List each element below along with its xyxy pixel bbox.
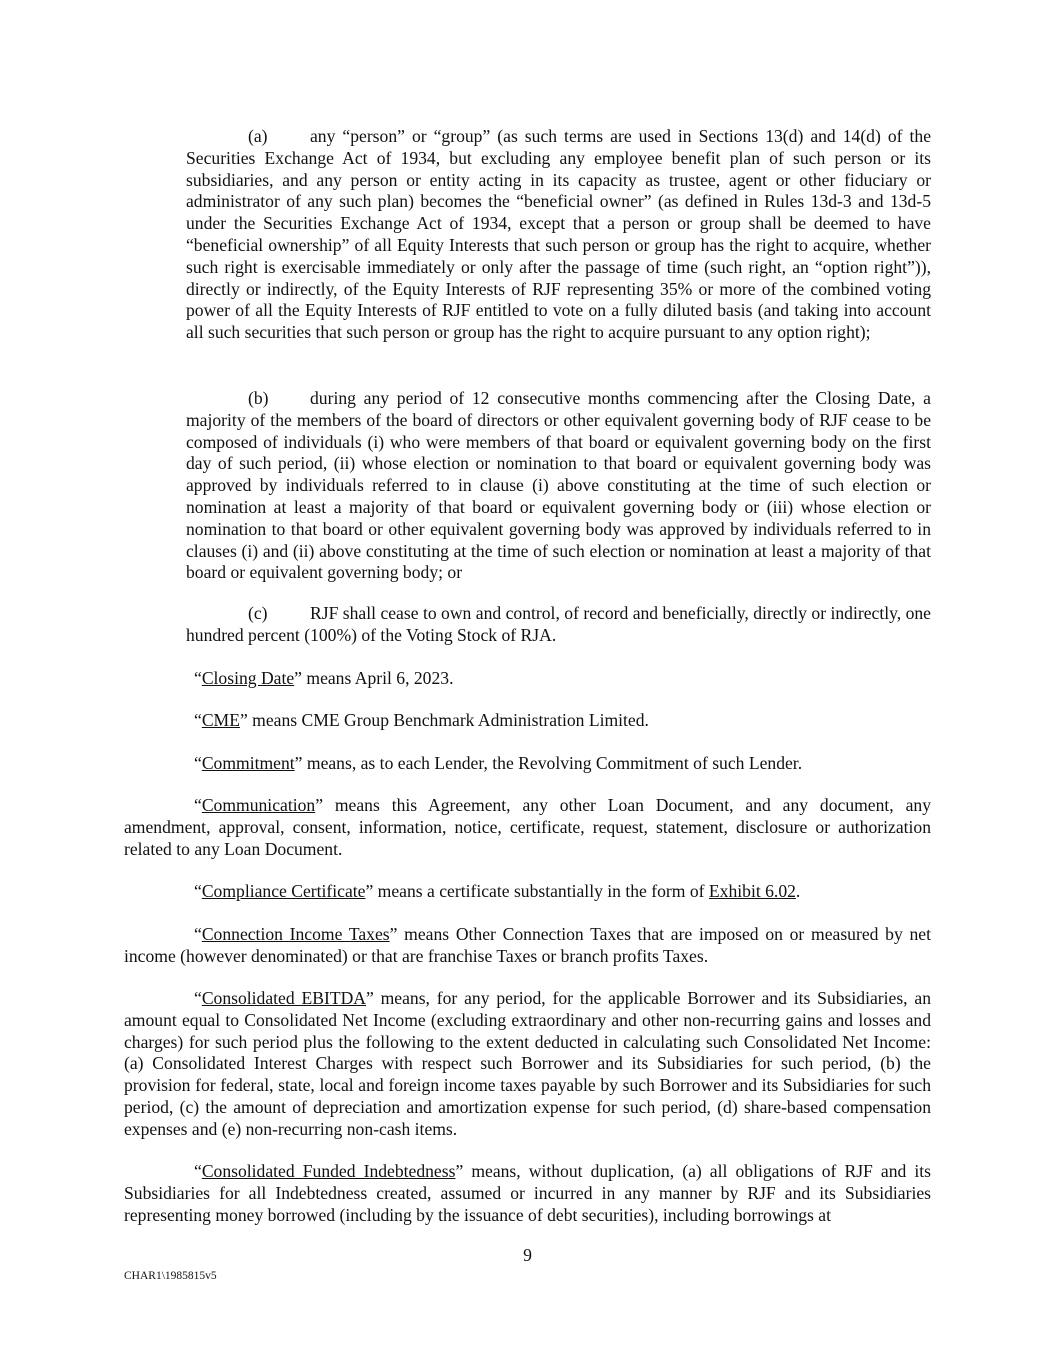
clause-c: [186, 603, 931, 647]
defined-term: Consolidated EBITDA: [201, 988, 366, 1008]
defined-term: Consolidated Funded Indebtedness: [201, 1161, 456, 1181]
definition-communication: “Communication” means this Agreement, any other Loan Document, and any document, any amendment, approval, consent, information, notice, certificate, request, statement, disclosure or authorization related to any Loan Document.: [124, 795, 931, 859]
definition-connection-income-taxes: “Connection Income Taxes” means Other Connection Taxes that are imposed on or measured by net income (however denominated) or that are franchise Taxes or branch profits Taxes.: [124, 924, 931, 966]
exhibit-reference: Exhibit 6.02: [708, 881, 796, 901]
defined-term: Connection Income Taxes: [201, 924, 390, 944]
clause-text: RJF shall cease to own and control, of record and beneficially, directly or indirectly, one hundred percent (100%) of the Voting Stock of RJA.: [186, 603, 931, 645]
defined-term: Commitment: [201, 753, 295, 773]
clause-b: [186, 388, 931, 584]
clause-text: during any period of 12 consecutive months commencing after the Closing Date, a majority of the members of the board of directors or other equivalent governing body of RJF cease to be composed of individuals (i) who were members of that board or equivalent governing body on the first day of such period, (ii) whose election or nomination to that board or equivalent governing body was approved by individuals referred to in clause (i) above constituting at the time of such election or nomination at least a majority of that board or equivalent governing body or (iii) whose election or nomination to that board or other equivalent governing body was approved by individuals referred to in clauses (i) and (ii) above constituting at the time of such election or nomination at least a majority of that board or equivalent governing body; or: [186, 388, 931, 583]
defined-term: Closing Date: [201, 668, 295, 688]
page-number: 9: [523, 1245, 532, 1265]
defined-term: Communication: [201, 795, 316, 815]
defined-term: CME: [201, 710, 240, 730]
definition-cme: “CME” means CME Group Benchmark Administration Limited.: [194, 710, 649, 730]
clause-label: (c): [248, 603, 268, 623]
definition-consolidated-funded-indebtedness: “Consolidated Funded Indebtedness” means, without duplication, (a) all obligations of RJF and its Subsidiaries for all Indebtedness created, assumed or incurred in any manner by RJF and its Subsidiaries representing money borrowed (including by the issuance of debt securities), including borrowings at: [124, 1161, 932, 1225]
clause-label: (a): [248, 126, 268, 146]
clause-text: any “person” or “group” (as such terms are used in Sections 13(d) and 14(d) of the Securities Exchange Act of 1934, but excluding any employee benefit plan of such person or its subsidiaries, and any person or entity acting in its capacity as trustee, agent or other fiduciary or administrator of any such plan) becomes the “beneficial owner” (as defined in Rules 13d-3 and 13d-5 under the Securities Exchange Act of 1934, except that a person or group shall be deemed to have “beneficial ownership” of all Equity Interests that such person or group has the right to acquire, whether such right is exercisable immediately or only after the passage of time (such right, an “option right”)), directly or indirectly, of the Equity Interests of RJF representing 35% or more of the combined voting power of all the Equity Interests of RJF entitled to vote on a fully diluted basis (and taking into account all such securities that such person or group has the right to acquire pursuant to any option right);: [186, 126, 931, 343]
definition-commitment: “Commitment” means, as to each Lender, the Revolving Commitment of such Lender.: [194, 753, 803, 773]
defined-term: Compliance Certificate: [201, 881, 366, 901]
definition-consolidated-ebitda: “Consolidated EBITDA” means, for any period, for the applicable Borrower and its Subsidiaries, an amount equal to Consolidated Net Income (excluding extraordinary and other non-recurring gains and losses and charges) for such period plus the following to the extent deducted in calculating such Consolidated Net Income: (a) Consolidated Interest Charges with respect such Borrower and its Subsidiaries for such period, (b) the provision for federal, state, local and foreign income taxes payable by such Borrower and its Subsidiaries for such period, (c) the amount of depreciation and amortization expense for such period, (d) share-based compensation expenses and (e) non-recurring non-cash items.: [124, 988, 931, 1139]
document-footer-id: CHAR1\1985815v5: [124, 1270, 217, 1282]
clause-a: [186, 126, 931, 344]
clause-label: (b): [248, 388, 269, 408]
definition-compliance-certificate: “Compliance Certificate” means a certificate substantially in the form of Exhibit 6.02.: [194, 881, 801, 901]
definition-closing-date: “Closing Date” means April 6, 2023.: [194, 668, 454, 688]
